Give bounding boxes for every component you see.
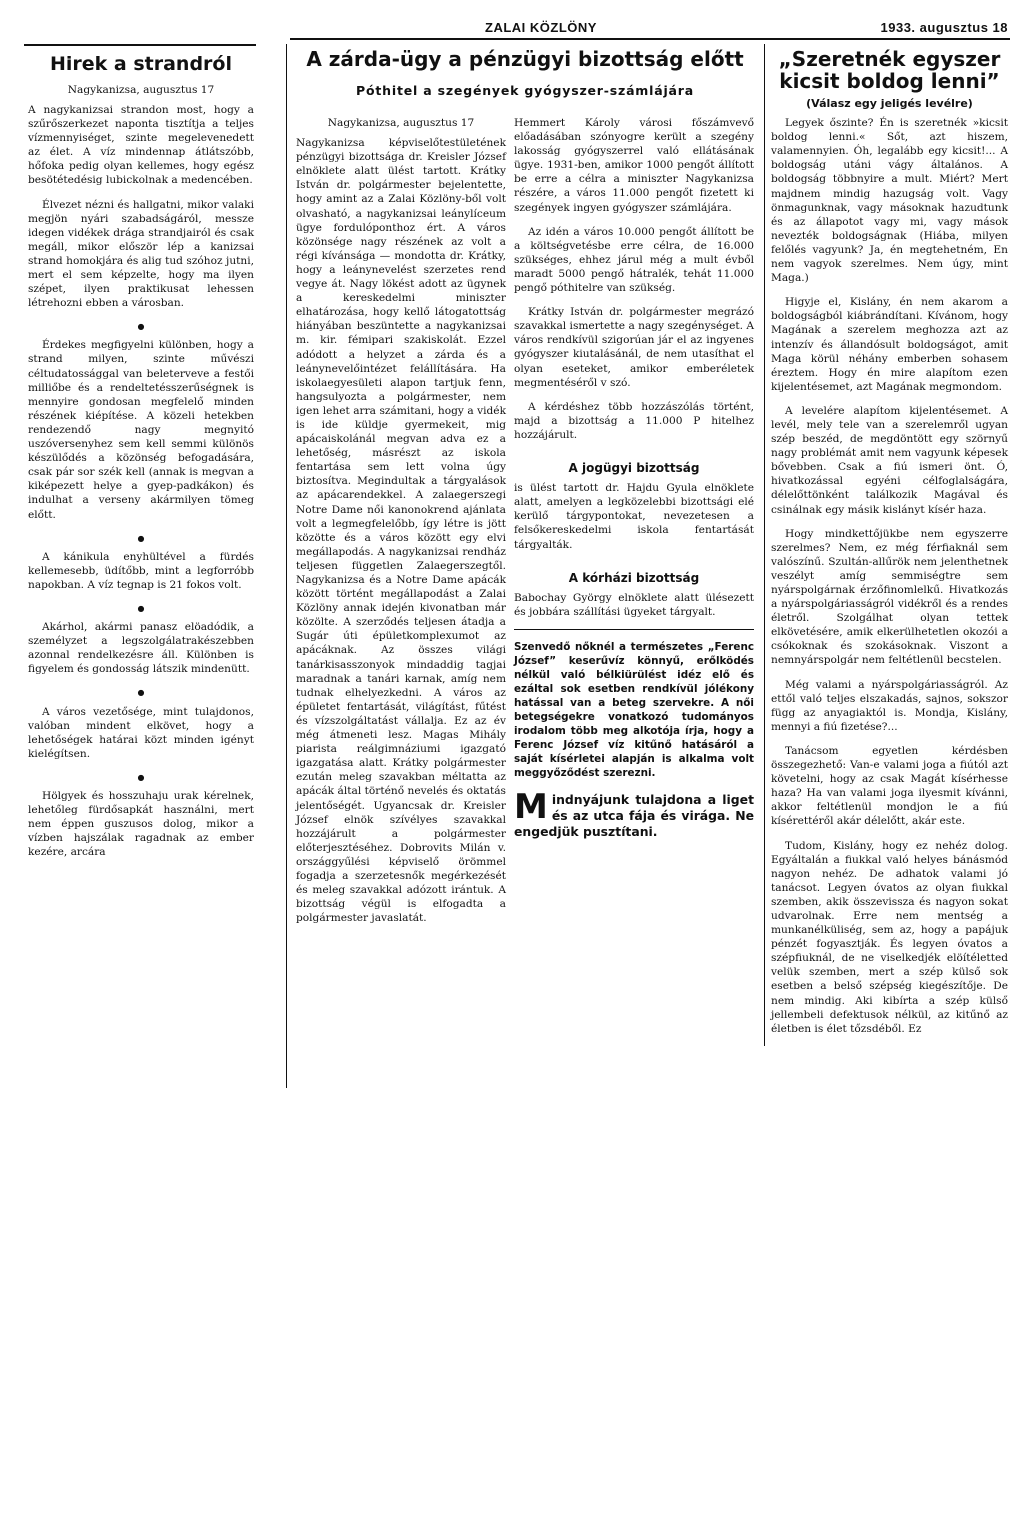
bullet-icon: ● (137, 533, 145, 543)
section-heading: A kórházi bizottság (568, 570, 700, 585)
article-headline: Hirek a strandról (49, 53, 232, 75)
article-szeretnek (764, 44, 1008, 1046)
article-strand (28, 44, 254, 869)
paragraph: is ülést tartott dr. Hajdu Gyula elnöklete alatt, amelyen a legközelebbi bizottsági elé kerülő tárgypontokat, nevezetesen a felsőkereskedelmi iskola fentartását tárgyalták. (514, 482, 754, 551)
decorative-initial: M (514, 787, 548, 827)
paragraph: Érdekes megfigyelni különben, hogy a strand milyen, szinte művészi céltudatossággal van beleterveve a festői milliőbe és a rendeltetésszerűségnek is mennyire gondosan megfelelő minden részének kiépítése. A közeli hetekben rendezendő nagy megnyitó uszóversenyhez sem kell semmi különös készülődés a közönség befogadására, csak pár sor szék kell (annak is megvan a kiképezett helye a gyep-padkákon) és indulhat a verseny akármilyen tömeg előtt. (28, 339, 254, 521)
notice-liget (514, 787, 754, 840)
notice-text: indnyájunk tulajdona a liget és az utca fája és virága. Ne engedjük pusztítani. (514, 792, 754, 839)
section-heading: A jogügyi bizottság (568, 460, 700, 475)
paragraph: A levelére alapítom kijelentésemet. A levél, mely tele van a szerelemről ugyan szép beszéd, de megdöntött egy szörnyű nagy problémát amit nem vagyunk képesek bővebben. Csak a fiú ismeri önt. Ó, hivatkozással egyéni célfoglalságára, délelőttönként találkozik Magával és csinálnak egy másik kislányt kísér haza. (771, 404, 1008, 516)
paragraph: Még valami a nyárspolgáriasságról. Az ettől való teljes elszakadás, sajnos, sokszor függ az anyagiaktól is. Mondja, Kislány, mennyi a fiú fizetése?... (771, 678, 1008, 733)
article-headline-zarda: A zárda-ügy a pénzügyi bizottság előtt (306, 47, 744, 71)
paragraph: A kánikula enyhültével a fürdés kellemesebb, üdítőbb, mint a legforróbb napokban. A víz tegnap is 21 fokos volt. (28, 550, 254, 591)
advertisement-ferenc-jozsef: Szenvedő nőknél a természetes „Ferenc József” keserűvíz könnyű, erőlködés nélkül való bélkiürülést idéz elő és ezáltal sok esetben rendkívül jólékony hatással van a beteg szervekre. A női betegségekre vonatkozó tudományos irodalom több meg alkotója írja, hogy a Ferenc József víz kitűnő hatásáról a saját kísérletei alapján is alkalma volt meggyőződést szerezni. (514, 641, 754, 779)
paragraph: Legyek őszinte? Én is szeretnék »kicsit boldog lenni.« Sőt, azt hiszem, valamennyien. Óh, legalább egy kicsit!... A boldogság utáni vágy általános. A boldogság többnyire a mult. Miért? Mert majdnem mindig hazugság volt. Vagy önmagunknak, vagy másoknak hazudtunk és az állapotot vagy mi, vagy mások nevezték boldogságnak (Hiába, milyen felőlés vagyunk? Ja, én megtehetném, En nem vagyok szerelmes. Nem úgy, mint Maga.) (771, 117, 1008, 285)
paragraph: Hemmert Károly városi főszámvevő előadásában szónyogre került a szegény lakosság gyógyszerrel való ellátásának ügye. 1931-ben, amikor 1000 pengőt állított be erre a célra a miniszter Nagykanizsa részére, a város 11.000 pengőt fizetett ki szegények ingyen gyógyszer számlájára. (514, 117, 754, 214)
column-divider (286, 44, 287, 1088)
paragraph: Tudom, Kislány, hogy ez nehéz dolog. Egyáltalán a fiukkal való helyes bánásmód nagyon nehéz. De adhatok valami jó tanácsot. Legyen óvatos az olyan fiukkal szemben, akik összevissza és nagyon sokat udvarolnak. Erre nem mentség a munkanélküliség, sem az, hogy a papájuk pénzét fogyasztják. És legyen óvatos a szépfiuknál, de ne viselkedjék elöítéletted velük szemben, mert a szép külső sok esetben a belső szépség kiegészítője. De nem mindig. Aki kibírta a szép külső jellembeli defektusok nélkül, az kitűnő az életben is élet tőzsdéből. Ez (771, 839, 1008, 1035)
article-subheadline: Póthitel a szegények gyógyszer-számlájára (356, 83, 694, 98)
dateline: Nagykanizsa, augusztus 17 (327, 117, 475, 129)
paragraph: A nagykanizsai strandon most, hogy a szűrőszerkezet naponta tisztítja a teljes vízmennyiséget, szinte megelevenedett az élet. A víz mindennap átlátszóbb, hőfoka pedig olyan kellemes, hogy egész besötétedésig lubickolnak a medencében. (28, 103, 254, 187)
article-subheadline: (Válasz egy jeligés levélre) (806, 97, 973, 110)
paragraph: Nagykanizsa képviselőtestületének pénzügyi bizottsága dr. Kreisler József elnöklete alatt ülést tartott. Krátky István dr. polgármester bejelentette, hogy amint az a Zalai Közlöny-ből volt olvasható, a nagykanizsai leánylíceum ügye fordulóponthoz ért. A város közönsége nagy részének az volt a régi kívánsága — mondotta dr. Krátky, hogy a leánynevelést szerzetes rend vegye át. Nagy lökést adott az ügynek a kereskedelmi miniszter elhatározása, hogy kellő látogatottság hiányában beszüntette a nagykanizsai m. kir. fémipari szakiskolát. Ezzel adódott a helyzet a zárda és a leánynevelőintézet felállítására. Ha iskolaegyesületi alapon tartjuk fenn, hangsulyozta a polgármester, nem igen lehet arra számitani, hogy a vidék is ide küldje gyermekeit, mig apácaiskolánál megvan adva ez a lehetőség, másrészt az iskola fentartása sem lett volna úgy biztosítva. Megindultak a tárgyalások az apácarendekkel. A zalaegerszegi Notre Dame női kanonokrend ajánlata volt a legmegfelelőbb, így létre is jött közötte és a város között egy elvi megállapodás. A nagykanizsai rendház teljesen független Zalaegerszegtől. Nagykanizsa és a Notre Dame apácák között történt megállapodást a Zalai Közlöny annak idején kivonatban már közölte. A szerződés teljesen átadja a Sugár úti épületkomplexumot az apácáknak. Az összes világi tanárkisasszonyok mindaddig tagjai maradnak a tanári karnak, amíg nem tudnak elhelyezkedni. A város az épületet fentartását, világítást, fűtést és vízszolgáltatást vállalja. Ez az év még átmeneti lesz. Magas Mihály piarista reálgimnáziumi igazgató igazgatása alatt. Krátky polgármester ezután meleg szavakban méltatta az apácák által történő nevelés és oktatás jelentőségét. Ugyancsak dr. Kreisler József elnök szívélyes szavakkal hozzájárult a polgármester előterjesztéséhez. Dobrovits Milán v. országgyűlési képviselő örömmel fogadja a szerzetesnők megérkezését és meleg szavakkal adózott irántuk. A bizottság végül is elfogadta a polgármester javaslatát. (296, 137, 506, 925)
blank-area (20, 1088, 744, 1525)
separator-rule (514, 629, 754, 630)
newspaper-name: ZALAI KÖZLÖNY (485, 20, 597, 35)
paragraph: Hogy mindkettőjükbe nem egyszerre szerelmes? Nem, ez még férfiaknál sem valószínű. Szultán-allűrök nem jelenthetnek veszélyt amíg semmiségtre sem nyárspolgárnak érzőfinomlelkű. Hivatkozás a nyárspolgáriasságról vidékről és a rendes életről. Szolgálhat olyan tettek elkövetésére, amik elkerülhetetlen okozói a csókoknak és szokásoknak. Viszont a nemnyárspolgár nem feltétlenül becstelen. (771, 527, 1008, 667)
paragraph: Élvezet nézni és hallgatni, mikor valaki megjön nyári szabadságáról, messze idegen vidékek drága strandjairól és csak megáll, mikor először lép a kanizsai strand homokjára és alig tud szóhoz jutni, mert el sem képzelte, hogy ma ilyen szépet, ilyen praktikusat lehessen létrehozni ebben a városban. (28, 198, 254, 310)
paragraph: Akárhol, akármi panasz elöadódik, a személyzet a legszolgálatrakészebben azonnal rendelkezésre áll. Különben is figyelem és gondosság látszik mindenütt. (28, 621, 254, 676)
bullet-icon: ● (137, 603, 145, 613)
article-zarda-body (296, 116, 506, 935)
paragraph: Tanácsom egyetlen kérdésben összegezhető: Van-e valami joga a fiútól azt követelni, hogy az csak Magát kísérhesse haza? Ha van valami joga ilyesmit kívánni, akkor feltétlenül mondjon le a fiú kísérettéről akár délelőtt, akár este. (771, 744, 1008, 828)
paragraph: A város vezetősége, mint tulajdonos, valóban mindent elkövet, hogy a lehetőségek határai közt minden igényt kielégítsen. (28, 705, 254, 760)
dateline: Nagykanizsa, augusztus 17 (67, 83, 215, 96)
bullet-icon: ● (137, 688, 145, 698)
bullet-icon: ● (137, 322, 145, 332)
article-zarda-continued (514, 116, 754, 840)
paragraph: Az idén a város 10.000 pengőt állított be a költségvetésbe erre célra, de 16.000 szükséges, ehhez járul még a mult évből maradt 5000 pengő hátralék, tehát 11.000 pengő póthitelre van szükség. (514, 225, 754, 295)
paragraph: Krátky István dr. polgármester megrázó szavakkal ismertette a nagy szegénységet. A város rendkívül szigorúan jár el az ingyenes gyógyszer kiutalásánál, de nem utasíthat el olyan eseteket, amikor emberéletek megmentéséről v szó. (514, 306, 754, 389)
paragraph: A kérdéshez több hozzászólás történt, majd a bizottság a 11.000 P hitelhez hozzájárult. (514, 400, 754, 441)
paragraph: Higyje el, Kislány, én nem akarom a boldogságból kiábrándítani. Kívánom, hogy Magának a szerelem meghozza azt az intenzív és állandósult boldogságot, amit Maga körül néhány emberben sohasem éreztem. Hogy én mire alapítom ezen kijelentésemet, azt Magának megmondom. (771, 296, 1008, 393)
article-headline: „Szeretnék egyszer kicsit boldog lenni” (778, 47, 1001, 93)
bullet-icon: ● (137, 772, 145, 782)
masthead (290, 18, 1010, 40)
paragraph: Babochay György elnöklete alatt ülésezett és jobbára szállítási ügyeket tárgyalt. (514, 591, 754, 618)
paragraph: Hölgyek és hosszuhaju urak kérelnek, lehetőleg fürdősapkát használni, mert nem éppen guszusos dolog, mikor a vízben hajszálak ragadnak az ember kezére, arcára (28, 790, 254, 859)
issue-date: 1933. augusztus 18 (880, 20, 1008, 35)
